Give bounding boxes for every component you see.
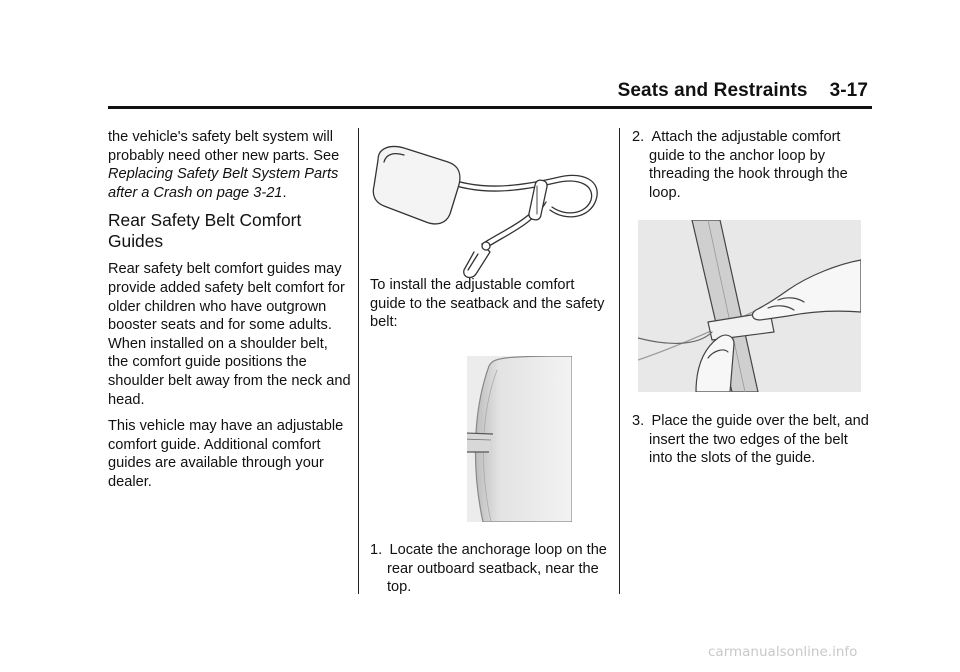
cross-reference-link[interactable]: Replacing Safety Belt System Parts after a Crash on page 3-21 <box>108 166 339 201</box>
column-right-steps <box>632 412 872 476</box>
page-header <box>108 78 872 109</box>
column-right <box>632 128 872 210</box>
paragraph-comfort-guides: Rear safety belt comfort guides may provide added safety belt comfort for older children who have outgrown booster seats and for some adults. When installed on a shoulder belt, the comfort guide positions the shoulder belt away from the neck and head. <box>108 261 351 408</box>
column-divider-right <box>619 128 620 594</box>
column-middle-steps <box>370 541 610 605</box>
seatback-anchor-loop-illustration <box>467 356 572 522</box>
belt-guide-hands-illustration <box>638 220 861 392</box>
step-1: 1. Locate the anchorage loop on the rear outboard seatback, near the top. <box>370 542 607 596</box>
step-2: 2. Attach the adjustable comfort guide to the anchor loop by threading the hook through the loop. <box>632 129 848 201</box>
step-3: 3. Place the guide over the belt, and insert the two edges of the belt into the slots of the guide. <box>632 413 869 467</box>
comfort-guide-illustration <box>370 140 610 278</box>
column-middle <box>370 276 610 340</box>
column-divider-left <box>358 128 359 594</box>
install-intro-text: To install the adjustable comfort guide to the seatback and the safety belt: <box>370 277 605 331</box>
intro-paragraph: the vehicle's safety belt system will probably need other new parts. See Replacing Safety Belt System Parts after a Crash on page 3-21. <box>108 129 340 201</box>
column-left <box>108 128 352 500</box>
page-number: 3-17 <box>829 80 868 101</box>
paragraph-adjustable-guide: This vehicle may have an adjustable comfort guide. Additional comfort guides are available through your dealer. <box>108 418 344 490</box>
section-heading: Rear Safety Belt Comfort Guides <box>108 210 302 252</box>
section-title: Seats and Restraints <box>617 80 808 101</box>
watermark: carmanualsonline.info <box>708 644 858 660</box>
